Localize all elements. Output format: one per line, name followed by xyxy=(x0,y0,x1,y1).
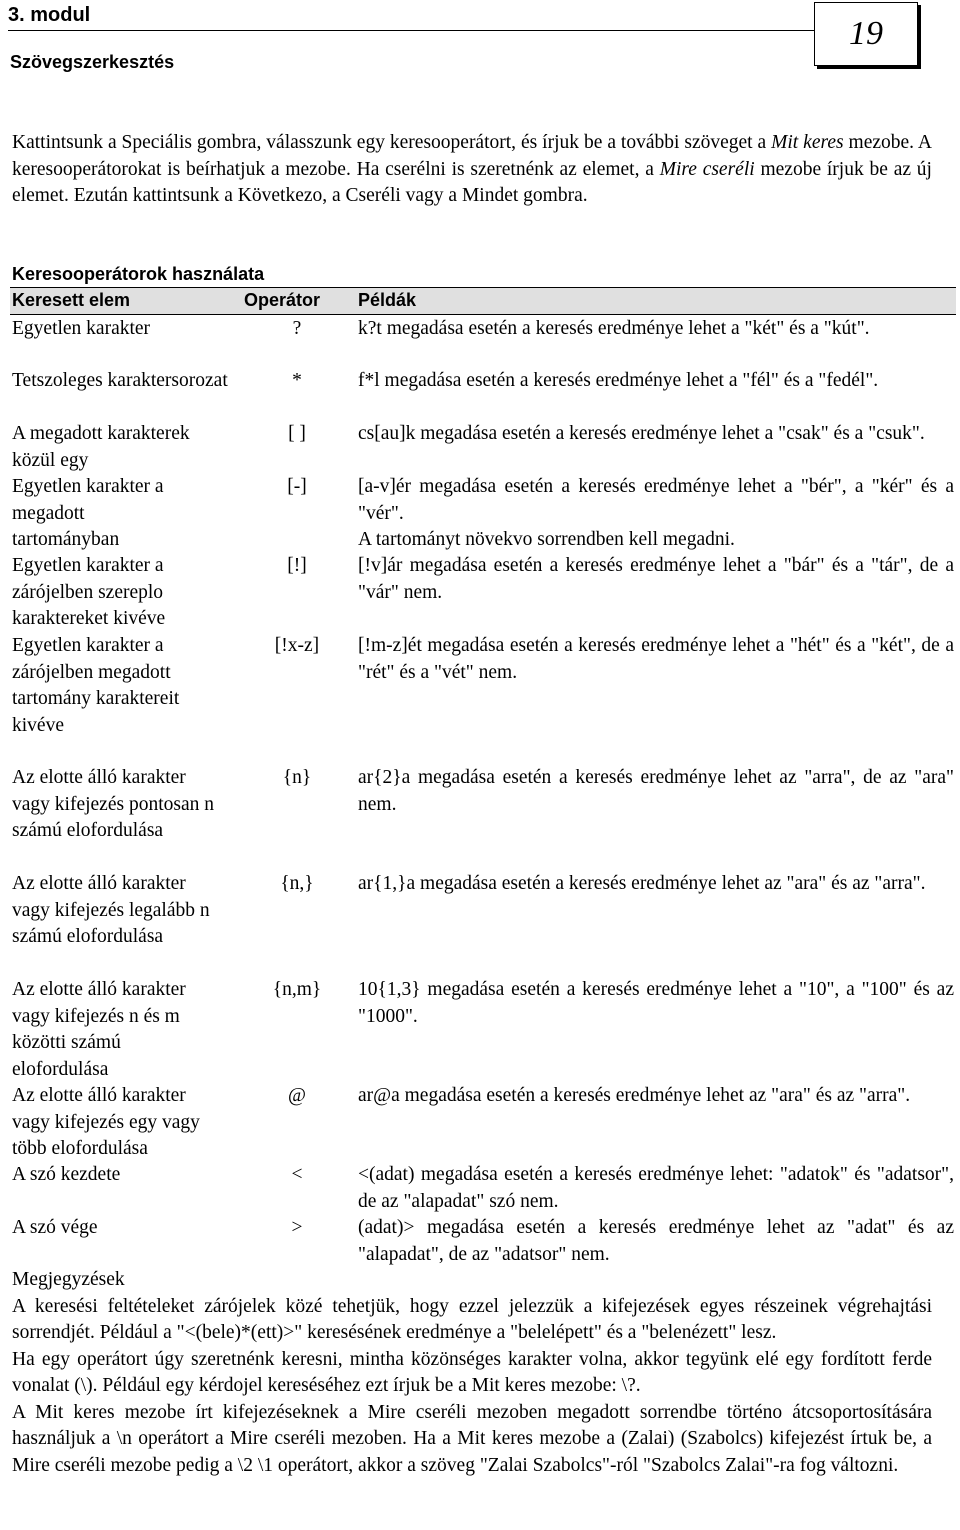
header-operator: Operátor xyxy=(244,290,321,310)
example-note: A tartományt növekvo sorrendben kell megadni. xyxy=(358,529,735,550)
example-text: [a-v]ér megadása esetén a keresés eredménye lehet a "bér", a "kér" és a "vér". xyxy=(358,476,954,524)
intro-text-3: mezobe írjuk be az új elemet. Ezután kattintsunk a Következo, a Cseréli vagy a Mindet gombra. xyxy=(12,158,932,206)
cell-operator: < xyxy=(291,1164,303,1185)
header-rule xyxy=(8,30,814,31)
module-label: 3. modul xyxy=(8,4,91,26)
cell-example: (adat)> megadása esetén a keresés eredménye lehet az "adat" és az "alapadat", de az "adatsor" nem. xyxy=(358,1217,954,1265)
cell-operator: * xyxy=(292,370,302,391)
header-peldak: Példák xyxy=(358,290,417,310)
cell-elem: Az elotte álló karakter vagy kifejezés egy vagy több elofordulása xyxy=(12,1085,200,1159)
cell-elem: Az elotte álló karakter vagy kifejezés legalább n számú elofordulása xyxy=(12,873,210,947)
cell-example: k?t megadása esetén a keresés eredménye lehet a "két" és a "kút". xyxy=(358,318,870,339)
notes-title: Megjegyzések xyxy=(12,1269,125,1290)
field-name-mire-csereli: Mire cseréli xyxy=(659,158,755,180)
cell-example xyxy=(358,474,954,554)
cell-elem: A szó vége xyxy=(12,1217,98,1238)
cell-operator: {n,m} xyxy=(272,979,322,1000)
intro-paragraph xyxy=(12,130,932,210)
cell-operator: {n,} xyxy=(280,873,314,894)
cell-elem: Az elotte álló karakter vagy kifejezés pontosan n számú elofordulása xyxy=(12,767,214,841)
cell-example: ar@a megadása esetén a keresés eredménye lehet az "ara" és az "arra". xyxy=(358,1085,911,1106)
cell-elem: Egyetlen karakter xyxy=(12,318,151,339)
cell-example: [!m-z]ét megadása esetén a keresés eredménye lehet a "hét" és a "két", de a "rét" és a "vét" nem. xyxy=(358,635,954,683)
cell-example: ar{1,}a megadása esetén a keresés eredménye lehet az "ara" és az "arra". xyxy=(358,873,926,894)
cell-elem: Egyetlen karakter a megadott tartományban xyxy=(12,476,164,550)
cell-operator: [!x-z] xyxy=(274,635,320,656)
field-name-mit-keres: Mit keres xyxy=(771,132,844,153)
cell-elem: A megadott karakterek közül egy xyxy=(12,423,190,471)
note-paragraph: Ha egy operátort úgy szeretnénk keresni, mintha közönséges karakter volna, akkor tegyünk elé egy fordított ferde vonalat (\). Például egy kérdojel kereséséhez ezt írjuk be a Mit keres mezobe: \?. xyxy=(12,1348,932,1396)
table-title: Keresooperátorok használata xyxy=(12,264,265,284)
cell-elem: Egyetlen karakter a zárójelben megadott tartomány karaktereit kivéve xyxy=(12,635,180,736)
cell-example: [!v]ár megadása esetén a keresés eredménye lehet a "bár" és a "tár", de a "vár" nem. xyxy=(358,555,954,603)
cell-example: ar{2}a megadása esetén a keresés eredménye lehet az "arra", de az "ara" nem. xyxy=(358,767,954,815)
cell-elem: Az elotte álló karakter vagy kifejezés n és m közötti számú elofordulása xyxy=(12,979,186,1080)
cell-operator: ? xyxy=(292,318,302,339)
cell-example: 10{1,3} megadása esetén a keresés eredménye lehet a "10", a "100" és az "1000". xyxy=(358,979,954,1027)
cell-operator: @ xyxy=(288,1085,306,1106)
intro-text-2: mezobe. A keresooperátorokat is beírhatjuk a mezobe. Ha cserélni is szeretnénk az elemet, a xyxy=(12,132,933,180)
note-paragraph: A Mit keres mezobe írt kifejezéseknek a Mire cseréli mezoben megadott sorrendbe történo átcsoportosítására használjuk a \n operátort a Mire cseréli mezoben. Ha a Mit keres mezobe a (Zalai) (Szabolcs) kifejezést írtuk be, a Mire cseréli mezobe pedig a \2 \1 operátort, akkor a szöveg "Zalai Szabolcs"-ról "Szabolcs Zalai"-ra fog változni. xyxy=(12,1401,932,1476)
page-number-box xyxy=(814,2,918,66)
intro-text-1: Kattintsunk a Speciális gombra, válasszunk egy keresooperátort, és írjuk be a további szöveget a xyxy=(12,132,772,153)
cell-operator: [!] xyxy=(287,555,307,576)
cell-operator: [ ] xyxy=(288,423,306,444)
table-header xyxy=(10,287,956,315)
cell-example: cs[au]k megadása esetén a keresés eredménye lehet a "csak" és a "csuk". xyxy=(358,423,925,444)
cell-example: f*l megadása esetén a keresés eredménye lehet a "fél" és a "fedél". xyxy=(358,370,879,391)
notes-section xyxy=(12,1267,932,1479)
cell-operator: {n} xyxy=(282,767,312,788)
cell-elem: A szó kezdete xyxy=(12,1164,121,1185)
cell-elem: Tetszoleges karaktersorozat xyxy=(12,370,228,391)
header-keresett-elem: Keresett elem xyxy=(12,290,131,310)
cell-example: <(adat) megadása esetén a keresés eredménye lehet: "adatok" és "adatsor", de az "alapadat" szó nem. xyxy=(358,1164,954,1212)
cell-operator: > xyxy=(291,1217,303,1238)
note-paragraph: A keresési feltételeket zárójelek közé tehetjük, hogy ezzel jelezzük a kifejezések egyes részeinek végrehajtási sorrendjét. Például a "<(bele)*(ett)>" keresésének eredménye a "belelépett" és a "belenézett" lesz. xyxy=(12,1295,932,1343)
page-number: 19 xyxy=(849,15,883,52)
section-title: Szövegszerkesztés xyxy=(10,52,175,72)
cell-operator: [-] xyxy=(287,476,307,497)
cell-elem: Egyetlen karakter a zárójelben szereplo karaktereket kivéve xyxy=(12,555,166,629)
